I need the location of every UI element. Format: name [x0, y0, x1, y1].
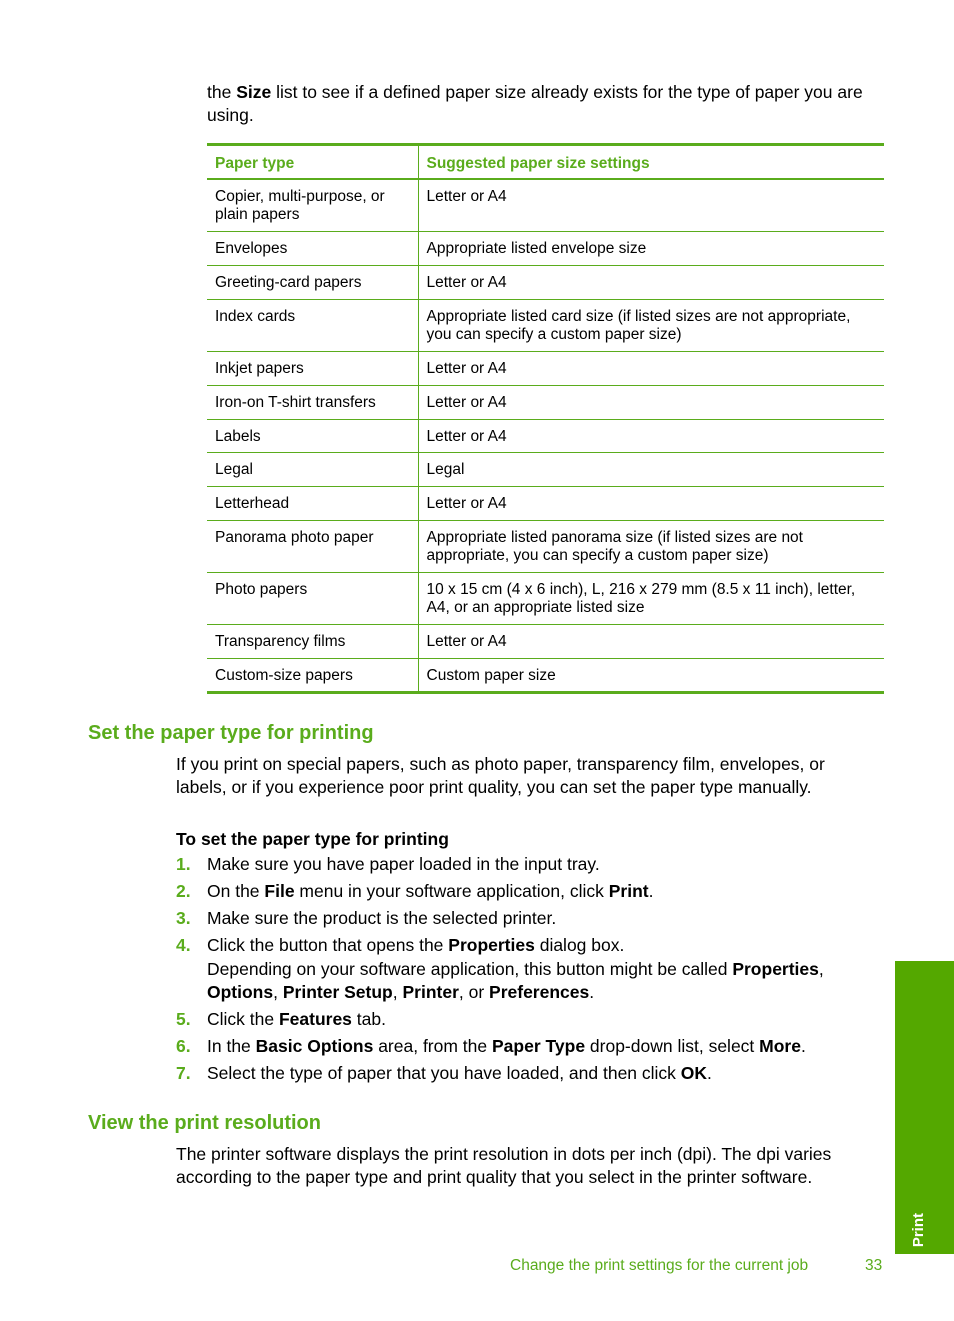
step-ui-term: More [759, 1036, 801, 1056]
step-ui-term: Printer Setup [282, 982, 393, 1002]
table-cell-size: 10 x 15 cm (4 x 6 inch), L, 216 x 279 mm (8.5 x 11 inch), letter, A4, or an appropriate listed size [418, 572, 884, 624]
step-item [176, 907, 866, 931]
step-text: Click the [207, 1009, 279, 1029]
step-text: dialog box. [534, 935, 625, 955]
table-cell-paper-type: Envelopes [207, 232, 418, 266]
chapter-side-tab [895, 961, 954, 1254]
step-item [176, 880, 866, 904]
footer-running-title: Change the print settings for the current job [510, 1257, 809, 1274]
step-text: In the [207, 1036, 256, 1056]
table-cell-paper-type: Panorama photo paper [207, 520, 418, 572]
table-row [207, 658, 884, 693]
step-number: 6. [176, 1036, 191, 1056]
step-number: 1. [176, 854, 191, 874]
table-cell-paper-type: Photo papers [207, 572, 418, 624]
step-item [176, 1062, 866, 1086]
column-header-paper-type: Paper type [207, 145, 418, 179]
table-cell-paper-type: Inkjet papers [207, 351, 418, 385]
step-ui-term: OK [680, 1063, 708, 1083]
table-cell-paper-type: Index cards [207, 299, 418, 351]
step-ui-term: Features [278, 1009, 352, 1029]
step-text: . [648, 881, 654, 901]
table-row [207, 179, 884, 232]
step-text: Click the button that opens the [207, 935, 449, 955]
table-row [207, 624, 884, 658]
table-cell-size: Letter or A4 [418, 265, 884, 299]
table-cell-size: Letter or A4 [418, 624, 884, 658]
table-row [207, 351, 884, 385]
step-text: Make sure you have paper loaded in the input tray. [207, 854, 600, 874]
step-ui-term: Properties [448, 935, 535, 955]
step-text: On the [207, 881, 265, 901]
footer-page-number: 33 [865, 1257, 883, 1274]
step-note-text: , [392, 982, 403, 1002]
table-row [207, 385, 884, 419]
step-number: 3. [176, 908, 191, 928]
table-row [207, 299, 884, 351]
step-item [176, 853, 866, 877]
table-row [207, 486, 884, 520]
step-item [176, 1008, 866, 1032]
step-note-text: , [273, 982, 283, 1002]
table-cell-size: Letter or A4 [418, 351, 884, 385]
table-cell-size: Letter or A4 [418, 179, 884, 232]
step-text: . [707, 1063, 712, 1083]
section-heading-set-paper-type: Set the paper type for printing [88, 722, 374, 744]
step-item [176, 934, 866, 1005]
step-ui-term: Print [608, 881, 649, 901]
step-text: tab. [351, 1009, 386, 1029]
step-text: Make sure the product is the selected printer. [207, 908, 557, 928]
table-cell-paper-type: Iron-on T-shirt transfers [207, 385, 418, 419]
table-cell-paper-type: Copier, multi-purpose, or plain papers [207, 179, 418, 232]
step-note-text: . [589, 982, 595, 1002]
table-row [207, 419, 884, 453]
paper-size-table [207, 143, 884, 694]
table-cell-paper-type: Letterhead [207, 486, 418, 520]
column-header-suggested-size: Suggested paper size settings [418, 145, 884, 179]
step-text: Select the type of paper that you have loaded, and then click [207, 1063, 681, 1083]
table-cell-paper-type: Greeting-card papers [207, 265, 418, 299]
intro-bold: Size [236, 82, 272, 102]
procedure-title: To set the paper type for printing [176, 829, 449, 849]
section-body-set-paper-type: If you print on special papers, such as photo paper, transparency film, envelopes, or labels, or if you experience poor print quality, you can set the paper type manually. [176, 754, 825, 797]
step-ui-term: Options [207, 982, 274, 1002]
table-row [207, 232, 884, 266]
step-note-text: , or [458, 982, 490, 1002]
step-ui-term: Paper Type [492, 1036, 586, 1056]
step-ui-term: File [264, 881, 295, 901]
table-row [207, 572, 884, 624]
intro-paragraph [207, 81, 887, 127]
step-note-text: , [818, 958, 824, 979]
step-ui-term: Preferences [489, 982, 590, 1002]
table-cell-size: Letter or A4 [418, 486, 884, 520]
section-body-print-resolution: The printer software displays the print resolution in dots per inch (dpi). The dpi varies according to the paper type and print quality that you select in the printer software. [176, 1144, 832, 1187]
step-note-text: Depending on your software application, this button might be called [207, 958, 733, 979]
table-header-row [207, 145, 884, 179]
step-ui-term: Basic Options [255, 1036, 374, 1056]
procedure-steps [176, 853, 866, 1089]
table-cell-size: Letter or A4 [418, 385, 884, 419]
step-text: drop-down list, select [585, 1036, 760, 1056]
intro-text: the [207, 82, 237, 102]
table-cell-size: Appropriate listed envelope size [418, 232, 884, 266]
step-ui-term: Printer [402, 982, 459, 1002]
table-cell-size: Appropriate listed panorama size (if listed sizes are not appropriate, you can specify a custom paper size) [418, 520, 884, 572]
step-number: 7. [176, 1063, 191, 1083]
table-cell-paper-type: Transparency films [207, 624, 418, 658]
step-number: 2. [176, 881, 191, 901]
step-text: area, from the [373, 1036, 492, 1056]
step-number: 5. [176, 1009, 191, 1029]
step-text: menu in your software application, click [294, 881, 609, 901]
step-text: . [800, 1036, 806, 1056]
table-cell-size: Legal [418, 453, 884, 487]
table-cell-size: Letter or A4 [418, 419, 884, 453]
intro-text: list to see if a defined paper size already exists for the type of paper you are using. [207, 82, 863, 125]
table-cell-size: Custom paper size [426, 666, 556, 684]
section-heading-print-resolution: View the print resolution [88, 1112, 321, 1134]
table-row [207, 520, 884, 572]
table-row [207, 453, 884, 487]
step-item [176, 1035, 866, 1059]
table-cell-paper-type: Labels [207, 419, 418, 453]
table-cell-size: Appropriate listed card size (if listed sizes are not appropriate, you can specify a custom paper size) [418, 299, 884, 351]
step-number: 4. [176, 935, 191, 955]
table-cell-paper-type: Custom-size papers [207, 658, 418, 693]
table-row [207, 265, 884, 299]
chapter-side-tab-label: Print [910, 1212, 927, 1247]
step-ui-term: Properties [732, 958, 819, 979]
table-cell-paper-type: Legal [207, 453, 418, 487]
